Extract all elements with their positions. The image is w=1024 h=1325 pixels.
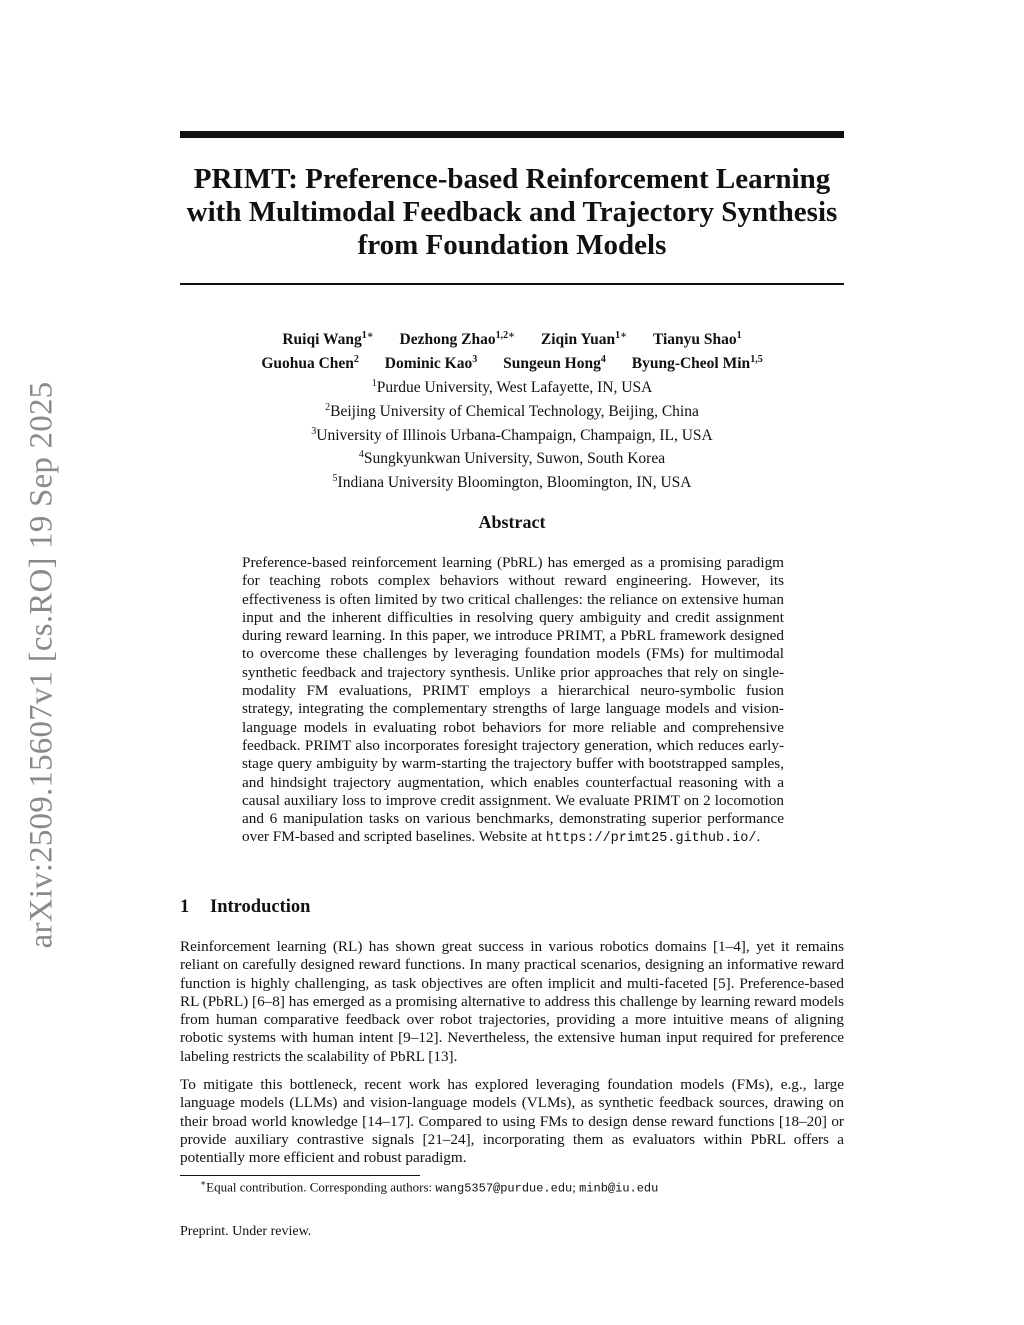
author: Sungeun Hong$^4$ [503, 354, 606, 373]
section-heading [180, 897, 310, 918]
author-block [170, 326, 854, 493]
body-paragraph: Reinforcement learning (RL) has shown great success in various robotics domains [1–4], yet it remains reliant on carefully designed reward functions. In many practical scenarios, designing an informative reward function is highly challenging, as task objectives are often implicit and multi-faceted [5]. Preference-based RL (PbRL) [6–8] has emerged as a promising alternative to address this challenge by learning reward models from human comparative feedback over robot trajectories, providing a more intuitive means of aligning robotic systems with human intent [9–12]. Nevertheless, the extensive human input required for preference labeling restricts the scalability of PbRL [13]. [180, 938, 844, 1065]
website-link[interactable]: https://primt25.github.io/ [545, 831, 757, 847]
body-paragraph: To mitigate this bottleneck, recent work has explored leveraging foundation models (FMs), e.g., large language models (LLMs) and vision-language models (VLMs), as synthetic feedback sources, drawing on their broad world knowledge [14–17]. Compared to using FMs to design dense reward functions [18–20] or provide auxiliary contrastive signals [21–24], incorporating them as evaluators within PbRL offers a potentially more efficient and robust paradigm. [180, 1076, 844, 1167]
author-line-2 [170, 350, 854, 374]
email-link[interactable]: wang5357@purdue.edu [435, 1181, 573, 1196]
author: Dominic Kao$^3$ [384, 354, 478, 373]
affiliation: $^5$Indiana University Bloomington, Bloomington, IN, USA [332, 472, 692, 492]
abstract-text: Preference-based reinforcement learning (PbRL) has emerged as a promising paradigm for teaching robots complex behaviors without reward engineering. However, its effectiveness is often limited by two critical challenges: the reliance on extensive human input and the inherent difficulties in resolving query ambiguity and credit assignment during reward learning. In this paper, we introduce PRIMT, a PbRL framework designed to overcome these challenges by leveraging foundation models (FMs) for multimodal synthetic feedback and trajectory synthesis. Unlike prior approaches that rely on single-modality FM evaluations, PRIMT employs a hierarchical neuro-symbolic fusion strategy, integrating the complementary strengths of large language models and vision-language models in evaluating robot behaviors for more reliable and comprehensive feedback. PRIMT also incorporates foresight trajectory generation, which reduces early-stage query ambiguity by warm-starting the trajectory buffer with bootstrapped samples, and hindsight trajectory augmentation, which enables counterfactual reasoning with a causal auxiliary loss to improve credit assignment. We evaluate PRIMT on 2 locomotion and 6 manipulation tasks on various benchmarks, demonstrating superior performance over FM-based and scripted baselines. Website at https://primt25.github.io/. [242, 554, 784, 847]
footnote-rule [180, 1175, 420, 1176]
abstract-heading: Abstract [478, 512, 546, 532]
preprint-footer: Preprint. Under review. [180, 1224, 312, 1239]
arxiv-stamp: arXiv:2509.15607v1 [cs.RO] 19 Sep 2025 [23, 381, 60, 949]
section-title: Introduction [210, 897, 311, 917]
title-top-rule [180, 131, 844, 138]
email-link[interactable]: minb@iu.edu [579, 1181, 659, 1196]
paper-title [170, 163, 854, 262]
affiliation: $^2$Beijing University of Chemical Technology, Beijing, China [325, 401, 699, 421]
affiliation: $^3$University of Illinois Urbana-Champaign, Champaign, IL, USA [311, 425, 713, 444]
section-number: 1 [180, 897, 190, 917]
author: Byung-Cheol Min$^{1,5}$ [631, 354, 763, 373]
affiliation: $^1$Purdue University, West Lafayette, IN, USA [371, 378, 653, 397]
author: Guohua Chen$^2$ [261, 354, 359, 373]
author: Ruiqi Wang$^{1∗}$ [282, 330, 374, 349]
title-line-2: with Multimodal Feedback and Trajectory Synthesis [186, 196, 838, 228]
author: Dezhong Zhao$^{1,2∗}$ [399, 330, 515, 349]
title-bottom-rule [180, 283, 844, 285]
title-line-3: from Foundation Models [357, 229, 667, 261]
affiliation: $^4$Sungkyunkwan University, Suwon, South Korea [358, 449, 666, 468]
author-line-1 [170, 326, 854, 350]
title-line-1: PRIMT: Preference-based Reinforcement Learning [193, 163, 831, 195]
footnote: ∗Equal contribution. Corresponding authors: wang5357@purdue.edu; minb@iu.edu [200, 1178, 659, 1196]
author: Ziqin Yuan$^{1∗}$ [540, 330, 628, 349]
author: Tianyu Shao$^1$ [652, 330, 742, 349]
